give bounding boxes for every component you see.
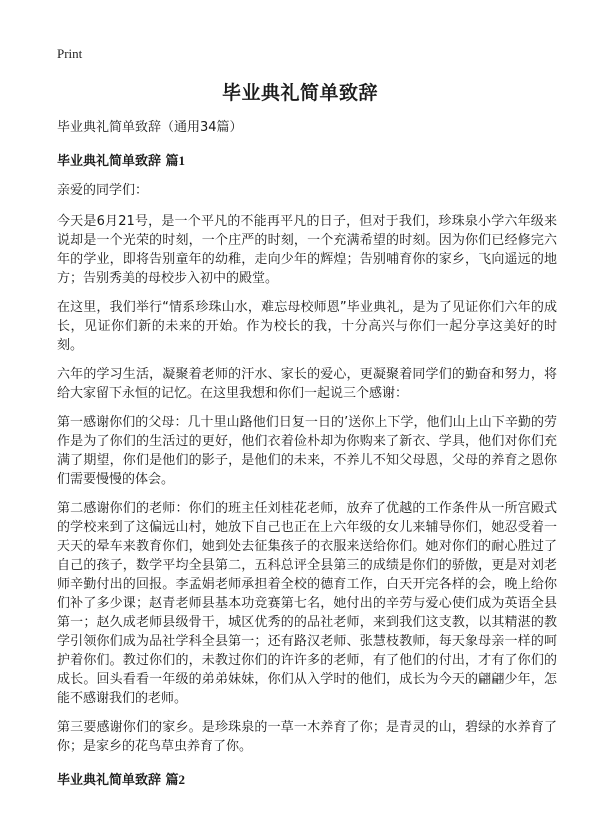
section-heading-1 [57,151,557,171]
section-heading-text: 毕业典礼简单致辞 [57,154,162,169]
paragraph: 六年的学习生活，凝聚着老师的汗水、家长的爱心，更凝聚着同学们的勤奋和努力，将给大家留下永恒的记忆。在这里我想和你们一起说三个感谢： [57,367,557,401]
paragraph: 在这里，我们举行“情系珍珠山水，难忘母校师恩”毕业典礼，是为了见证你们六年的成长，见证你们新的未来的开始。作为校长的我，十分高兴与你们一起分享这美好的时刻。 [57,300,557,353]
section-heading-text: 毕业典礼简单致辞 [57,773,162,788]
page-title: 毕业典礼简单致辞 [221,82,378,104]
print-link[interactable]: Print [57,46,83,61]
paragraph: 第一感谢你们的父母：几十里山路他们日复一日的’送你上下学，他们山上山下辛勤的劳作是为了你们的生活过的更好，他们衣着俭朴却为你购来了新衣、学具，他们对你们充满了期望，你们是他们的影子，是他们的未来，不养儿不知父母恩，父母的养育之恩你们需要慢慢的体会。 [57,415,557,487]
paragraph: 今天是6月21号，是一个平凡的不能再平凡的日子，但对于我们，珍珠泉小学六年级来说却是一个光荣的时刻，一个庄严的时刻，一个充满希望的时刻。因为你们已经修完六年的学业，即将告别童年的幼稚，走向少年的辉煌；告别哺育你的家乡，飞向遥远的地方；告别秀美的母校步入初中的殿堂。 [57,214,557,286]
paragraph: 第二感谢你们的老师：你们的班主任刘桂花老师，放弃了优越的工作条件从一所宫殿式的学校来到了这偏远山村，她放下自己也正在上六年级的女儿来辅导你们，她忍受着一天天的晕车来教育你们，她到处去征集孩子的衣服来送给你们。她对你们的耐心胜过了自己的孩子，数学平均全县第二，五科总评全县第三的成绩是你们的骄傲，更是对刘老师辛勤付出的回报。李孟娟老师承担着全校的德育工作，白天开完各样的会，晚上给你们补了多少课；赵青老师县基本功竞赛第七名，她付出的辛劳与爱心使们成为英语全县第一；赵久成老师县级骨干，城区优秀的的品社老师，来到我们这支教，以其精湛的教学引领你们成为品社学科全县第一；还有路汉老师、张慧枝教师，每天象母亲一样的呵护着你们。教过你们的，未教过你们的许许多的老师，有了他们的付出，才有了你们的成长。回头看看一年级的弟弟妹妹，你们从入学时的他们，成长为今天的翩翩少年，怎能不感谢我们的老师。 [57,501,557,706]
section-heading-number: 篇2 [165,772,186,787]
document-subtitle: 毕业典礼简单致辞（通用34篇） [57,120,243,135]
greeting: 亲爱的同学们： [57,183,149,198]
paragraph: 第三要感谢你们的家乡。是珍珠泉的一草一木养育了你；是青灵的山，碧绿的水养育了你；是家乡的花鸟草虫养育了你。 [57,720,557,754]
section-heading-2 [57,770,557,790]
section-heading-number: 篇1 [165,153,186,168]
document-body [57,118,557,800]
